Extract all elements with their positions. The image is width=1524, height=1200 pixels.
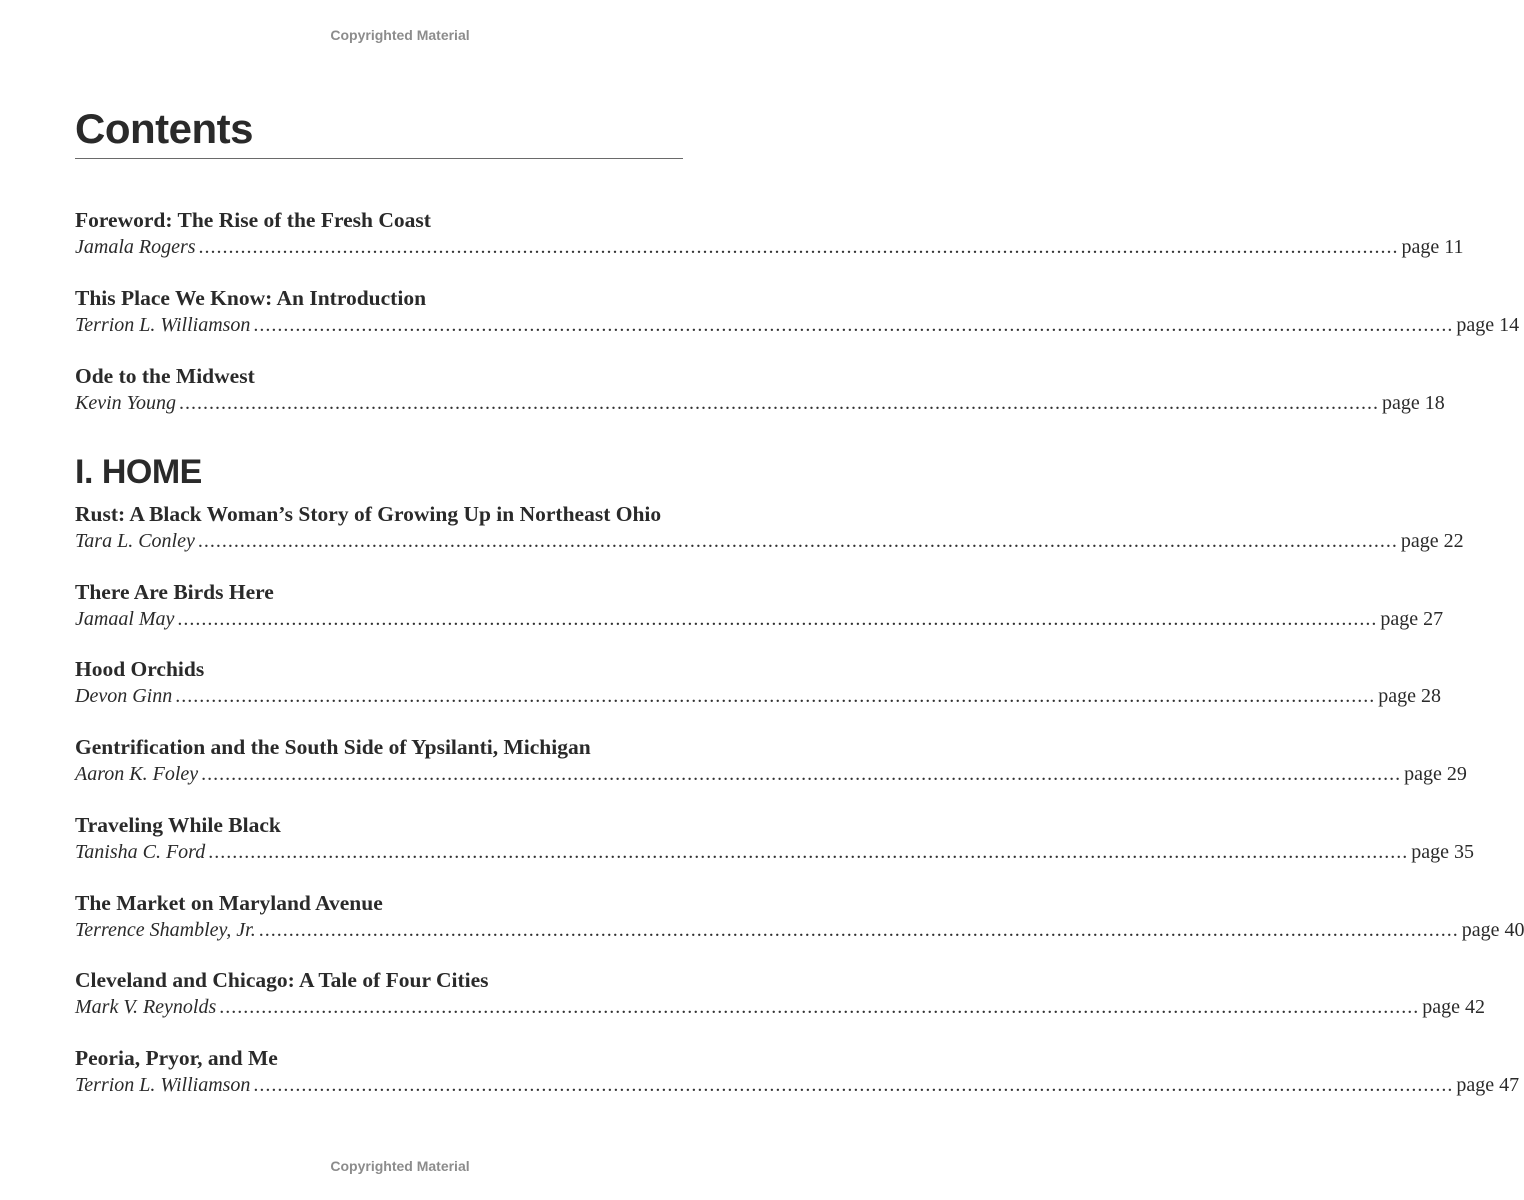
dot-leader: ........................................................................................................................................................................................................ — [175, 685, 1376, 707]
entry-author: Devon Ginn — [75, 685, 173, 707]
entry-byline — [75, 683, 1441, 709]
entry-byline — [75, 528, 1464, 554]
toc-entry[interactable] — [75, 1044, 1520, 1098]
entry-byline — [75, 994, 1486, 1020]
entry-page: page 42 — [1422, 996, 1486, 1018]
entry-title: This Place We Know: An Introduction — [75, 286, 427, 310]
copyright-header: Copyrighted Material — [330, 27, 470, 43]
title-rule — [75, 158, 683, 159]
entry-page: page 11 — [1401, 236, 1464, 258]
entry-title: Gentrification and the South Side of Ypsilanti, Michigan — [75, 735, 591, 759]
entry-author: Terrion L. Williamson — [75, 314, 251, 336]
section-heading: I. HOME — [75, 453, 202, 491]
dot-leader: ........................................................................................................................................................................................................ — [198, 236, 1399, 258]
entry-page: page 47 — [1456, 1074, 1520, 1096]
entry-page: page 18 — [1381, 392, 1445, 414]
toc-entry[interactable] — [75, 655, 1441, 709]
dot-leader: ........................................................................................................................................................................................................ — [219, 996, 1420, 1018]
entry-page: page 14 — [1456, 314, 1520, 336]
dot-leader: ........................................................................................................................................................................................................ — [208, 841, 1409, 863]
entry-page: page 28 — [1378, 685, 1441, 707]
entry-author: Mark V. Reynolds — [75, 996, 217, 1018]
entry-author: Kevin Young — [75, 392, 176, 414]
copyright-footer: Copyrighted Material — [330, 1158, 470, 1174]
entry-title: Cleveland and Chicago: A Tale of Four Cities — [75, 968, 489, 992]
dot-leader: ........................................................................................................................................................................................................ — [253, 1074, 1454, 1096]
entry-page: page 40 — [1461, 919, 1524, 941]
entry-page: page 35 — [1411, 841, 1474, 863]
entry-page: page 22 — [1400, 530, 1464, 552]
dot-leader: ........................................................................................................................................................................................................ — [201, 763, 1402, 785]
entry-byline — [75, 761, 1467, 787]
toc-entry[interactable] — [75, 966, 1486, 1020]
toc-entry[interactable] — [75, 500, 1464, 554]
toc-entry[interactable] — [75, 284, 1520, 338]
entry-byline — [75, 312, 1520, 338]
entry-page: page 27 — [1380, 608, 1444, 630]
entry-author: Tanisha C. Ford — [75, 841, 206, 863]
entry-byline — [75, 606, 1444, 632]
page-title: Contents — [75, 105, 253, 152]
dot-leader: ........................................................................................................................................................................................................ — [197, 530, 1398, 552]
entry-author: Jamala Rogers — [75, 236, 196, 258]
entry-title: Foreword: The Rise of the Fresh Coast — [75, 208, 431, 232]
entry-byline — [75, 917, 1524, 943]
toc-entry[interactable] — [75, 362, 1445, 416]
dot-leader: ........................................................................................................................................................................................................ — [258, 919, 1459, 941]
entry-author: Terrence Shambley, Jr. — [75, 919, 256, 941]
entry-page: page 29 — [1404, 763, 1467, 785]
entry-title: The Market on Maryland Avenue — [75, 891, 383, 915]
dot-leader: ........................................................................................................................................................................................................ — [177, 608, 1378, 630]
entry-byline — [75, 234, 1464, 260]
dot-leader: ........................................................................................................................................................................................................ — [253, 314, 1454, 336]
entry-author: Jamaal May — [75, 608, 175, 630]
entry-byline — [75, 1072, 1520, 1098]
entry-byline — [75, 390, 1445, 416]
toc-entry[interactable] — [75, 578, 1444, 632]
toc-entry[interactable] — [75, 733, 1467, 787]
entry-title: Hood Orchids — [75, 657, 205, 681]
entry-title: Traveling While Black — [75, 813, 281, 837]
toc-entry[interactable] — [75, 889, 1524, 943]
entry-title: Rust: A Black Woman’s Story of Growing Up in Northeast Ohio — [75, 502, 662, 526]
entry-author: Aaron K. Foley — [75, 763, 199, 785]
toc-entry[interactable] — [75, 206, 1464, 260]
entry-title: Ode to the Midwest — [75, 364, 255, 388]
entry-author: Tara L. Conley — [75, 530, 195, 552]
dot-leader: ........................................................................................................................................................................................................ — [178, 392, 1379, 414]
entry-author: Terrion L. Williamson — [75, 1074, 251, 1096]
entry-title: Peoria, Pryor, and Me — [75, 1046, 278, 1070]
entry-title: There Are Birds Here — [75, 580, 274, 604]
toc-entry[interactable] — [75, 811, 1474, 865]
entry-byline — [75, 839, 1474, 865]
